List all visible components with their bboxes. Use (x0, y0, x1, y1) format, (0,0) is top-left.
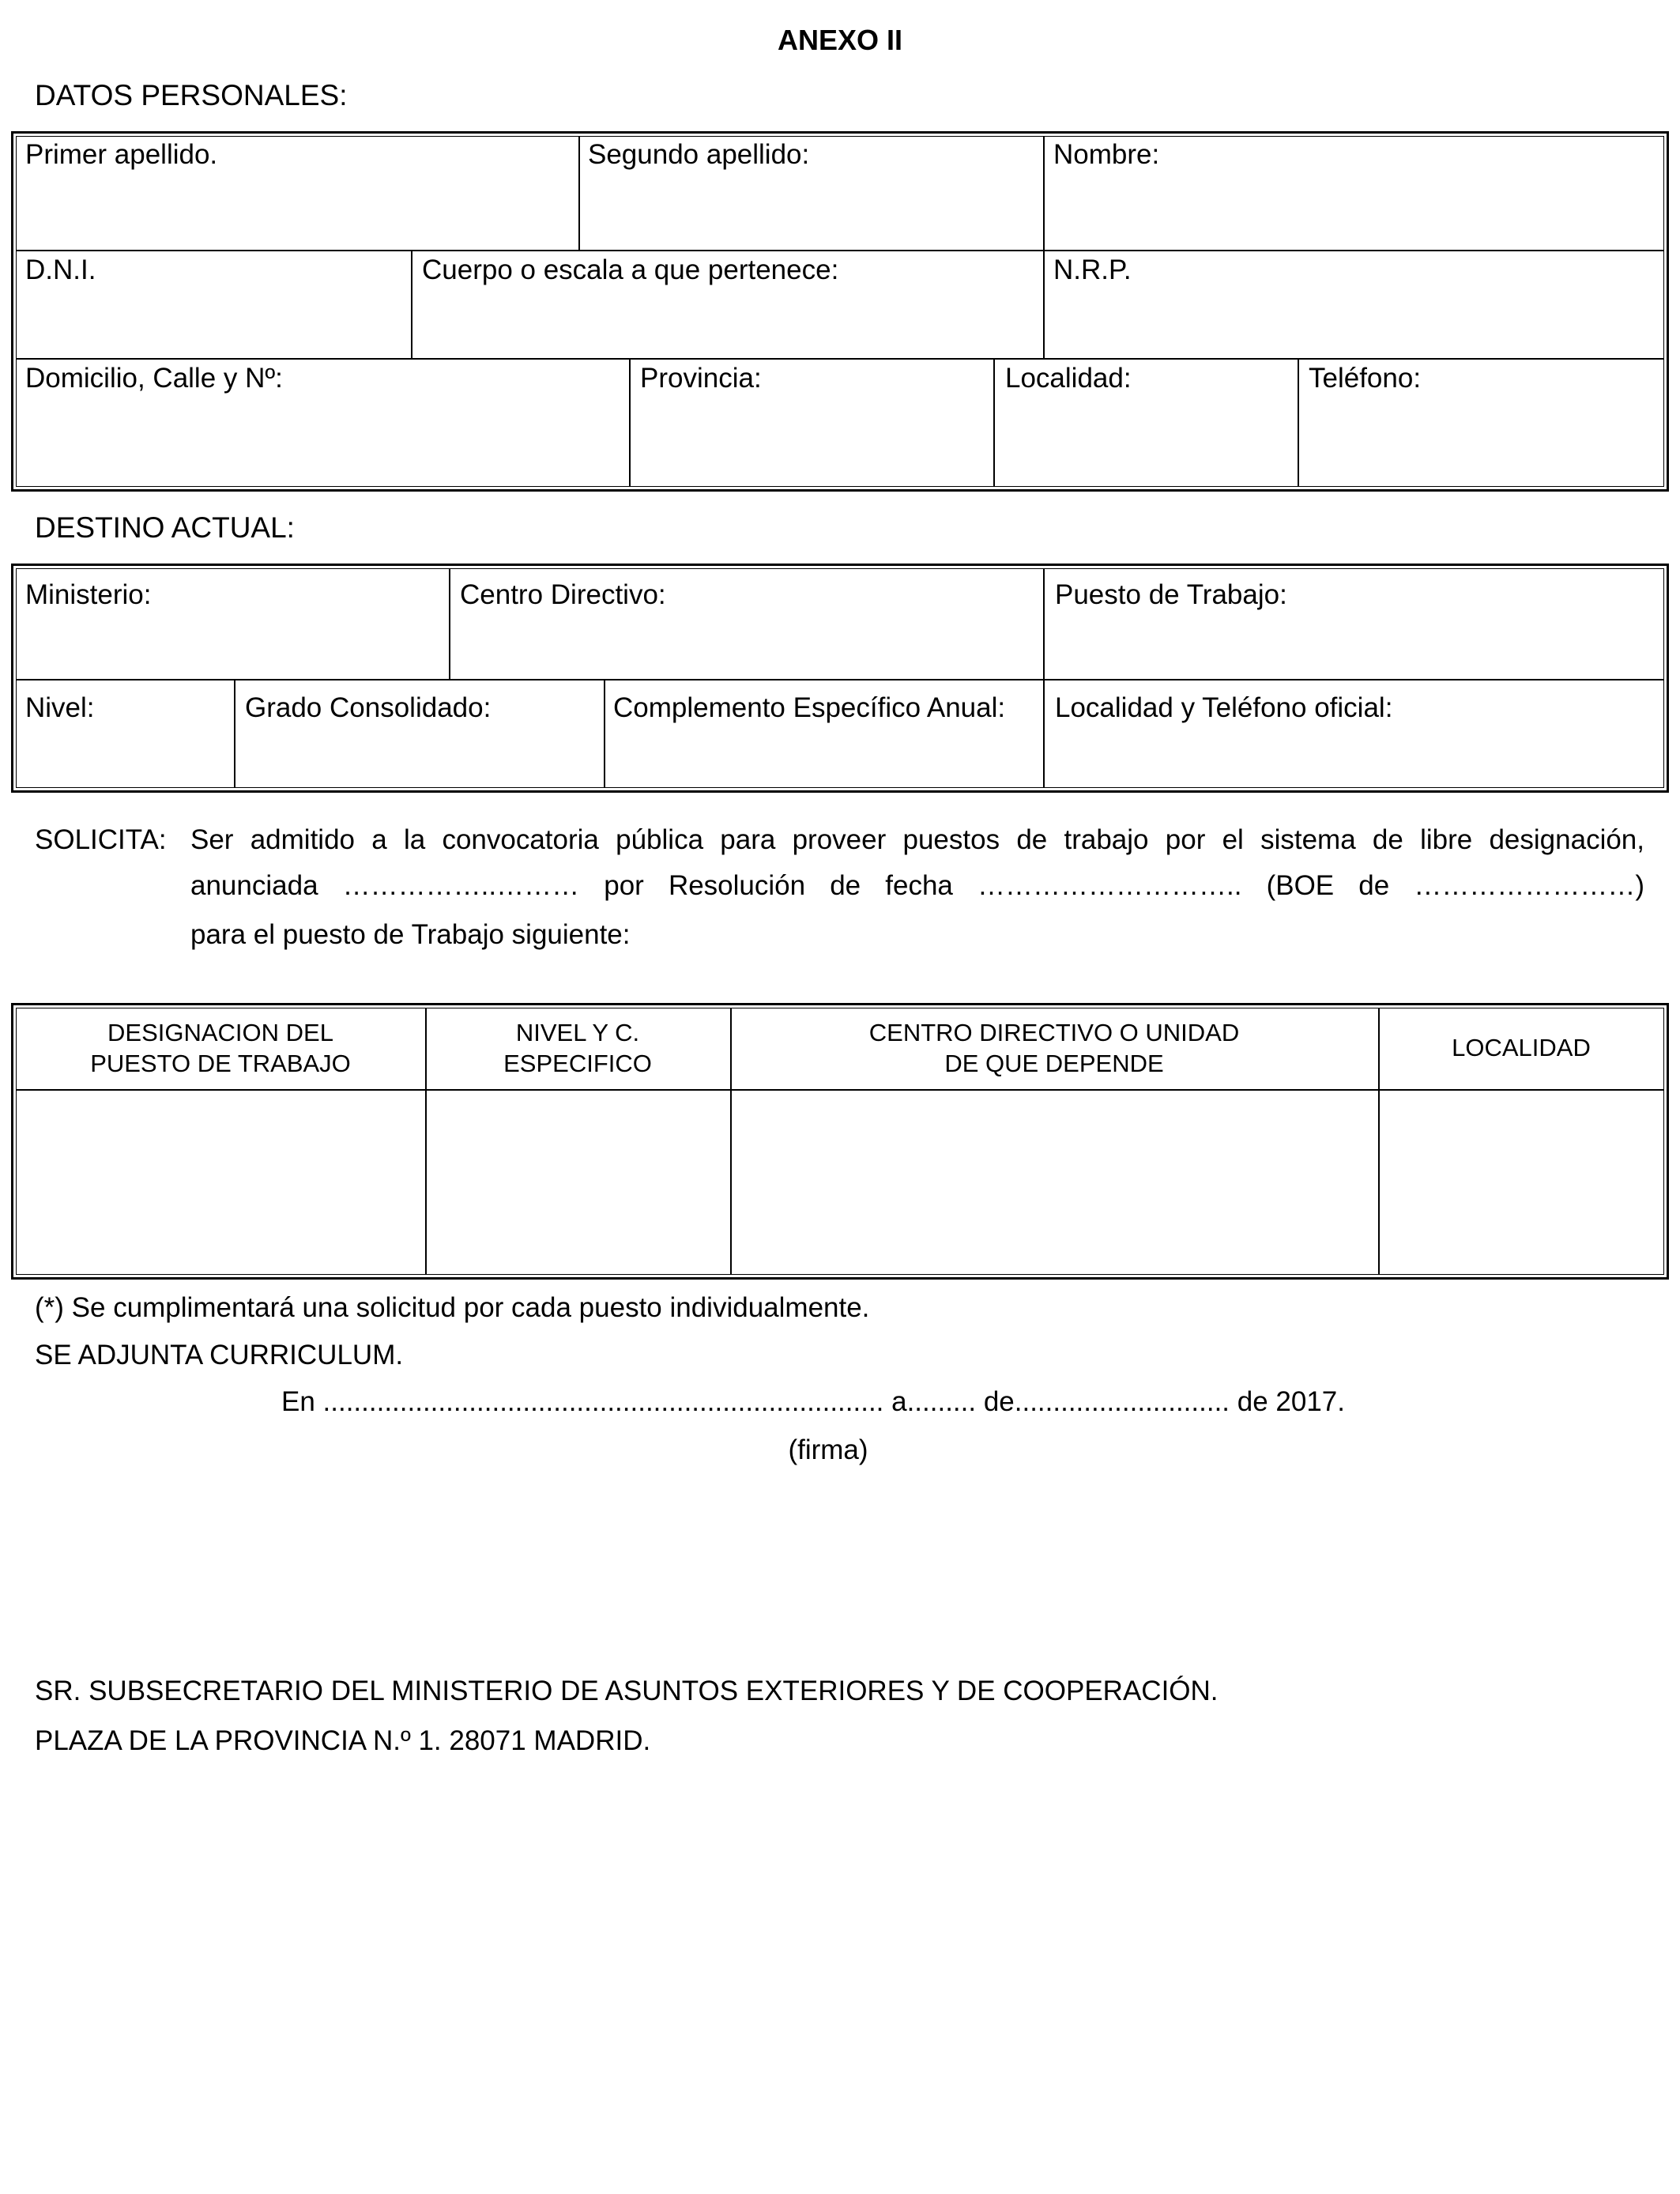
localidad-telefono-oficial-field[interactable]: Localidad y Teléfono oficial: (1055, 692, 1393, 723)
puesto-trabajo-field[interactable]: Puesto de Trabajo: (1055, 579, 1287, 610)
header-localidad (1378, 1032, 1664, 1063)
firma-label: (firma) (788, 1434, 868, 1465)
designacion-input-cell[interactable] (17, 1091, 424, 1273)
adjunta-curriculum: SE ADJUNTA CURRICULUM. (35, 1340, 404, 1370)
dni-field[interactable]: D.N.I. (25, 254, 96, 285)
header-nivel (425, 1017, 730, 1079)
header-designacion (16, 1017, 425, 1079)
primer-apellido-field[interactable]: Primer apellido. (25, 139, 218, 170)
localidad-field[interactable]: Localidad: (1005, 363, 1132, 394)
lugar-fecha-line[interactable]: En ......................................................................... a......... de............................ de 2017. (281, 1386, 1345, 1417)
solicita-line-1: Ser admitido a la convocatoria pública para proveer puestos de trabajo por el sistema de libre designación, (190, 824, 1644, 855)
nivel-input-cell[interactable] (427, 1091, 729, 1273)
page-title: ANEXO II (777, 24, 903, 56)
segundo-apellido-field[interactable]: Segundo apellido: (588, 139, 810, 170)
centro-directivo-field[interactable]: Centro Directivo: (460, 579, 666, 610)
header-centro-line-2: DE QUE DEPENDE (944, 1050, 1164, 1077)
header-designacion-line-1: DESIGNACION DEL (107, 1019, 333, 1046)
cuerpo-escala-field[interactable]: Cuerpo o escala a que pertenece: (422, 254, 839, 285)
header-nivel-line-2: ESPECIFICO (503, 1050, 652, 1077)
header-nivel-line-1: NIVEL Y C. (515, 1019, 640, 1046)
header-centro-directivo (730, 1017, 1378, 1079)
header-designacion-line-2: PUESTO DE TRABAJO (90, 1050, 351, 1077)
centro-input-cell[interactable] (732, 1091, 1377, 1273)
destinatario: SR. SUBSECRETARIO DEL MINISTERIO DE ASUNTOS EXTERIORES Y DE COOPERACIÓN. (35, 1676, 1219, 1706)
complemento-especifico-field[interactable]: Complemento Específico Anual: (613, 692, 1006, 723)
datos-personales-heading: DATOS PERSONALES: (35, 79, 348, 111)
grado-consolidado-field[interactable]: Grado Consolidado: (245, 692, 492, 723)
solicita-line-3: para el puesto de Trabajo siguiente: (190, 919, 631, 950)
localidad-input-cell[interactable] (1380, 1091, 1663, 1273)
nivel-field[interactable]: Nivel: (25, 692, 95, 723)
nombre-field[interactable]: Nombre: (1053, 139, 1160, 170)
provincia-field[interactable]: Provincia: (640, 363, 762, 394)
nrp-field[interactable]: N.R.P. (1053, 254, 1132, 285)
nota-solicitud: (*) Se cumplimentará una solicitud por cada puesto individualmente. (35, 1292, 870, 1323)
header-localidad-line-1: LOCALIDAD (1452, 1034, 1591, 1061)
direccion: PLAZA DE LA PROVINCIA N.º 1. 28071 MADRID. (35, 1725, 651, 1756)
telefono-field[interactable]: Teléfono: (1309, 363, 1422, 394)
ministerio-field[interactable]: Ministerio: (25, 579, 152, 610)
header-centro-line-1: CENTRO DIRECTIVO O UNIDAD (868, 1019, 1240, 1046)
solicita-label: SOLICITA: (35, 824, 167, 855)
domicilio-field[interactable]: Domicilio, Calle y Nº: (25, 363, 283, 394)
solicita-line-2: anunciada ……………..……… por Resolución de fecha ……………………….. (BOE de ……………………) (190, 870, 1644, 901)
destino-actual-heading: DESTINO ACTUAL: (35, 511, 295, 544)
